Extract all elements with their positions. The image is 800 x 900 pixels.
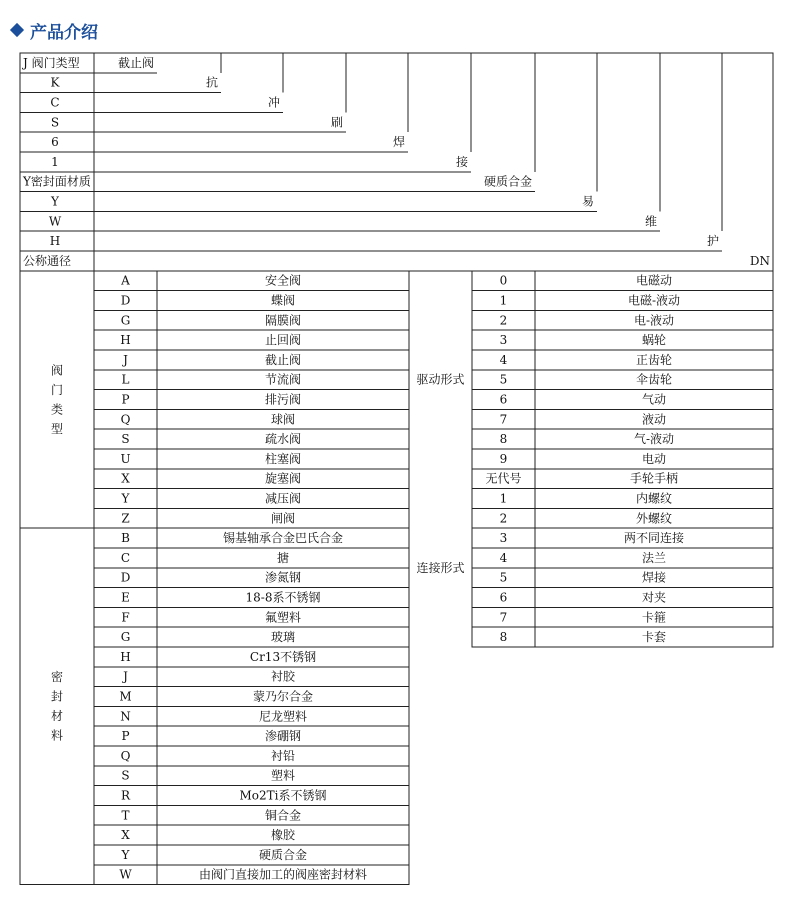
- right-name-4: 正齿轮: [635, 352, 673, 367]
- valve-type-label-char-2: 类: [50, 402, 64, 417]
- seal-material-label-char-2: 材: [50, 709, 64, 724]
- model-code-5: 1: [51, 154, 59, 169]
- left-name-11: 减压阀: [264, 491, 302, 506]
- left-code-11: Y: [121, 491, 130, 506]
- page-title-text: 产品介绍: [30, 22, 98, 43]
- model-code-3: S: [50, 115, 60, 130]
- right-code-9: 9: [499, 451, 508, 466]
- left-name-3: 止回阀: [264, 333, 302, 348]
- seal-material-label-char-0: 密: [50, 670, 64, 685]
- model-code-4: 6: [51, 135, 59, 150]
- left-name-4: 截止阀: [264, 352, 302, 367]
- right-name-10: 手轮手柄: [629, 471, 679, 486]
- valve-type-label-char-0: 阀: [50, 363, 64, 378]
- right-code-5: 5: [499, 372, 508, 387]
- left-name-10: 旋塞阀: [264, 471, 302, 486]
- left-code-17: F: [121, 610, 130, 625]
- right-code-14: 4: [499, 550, 508, 565]
- left-code-15: D: [120, 570, 131, 585]
- model-label-3: 刷: [330, 115, 343, 130]
- model-label-1: 抗: [205, 75, 218, 90]
- right-name-11: 内螺纹: [635, 491, 673, 506]
- left-name-22: 尼龙塑料: [258, 709, 308, 724]
- left-code-29: Y: [121, 847, 130, 862]
- right-code-13: 3: [499, 531, 508, 546]
- model-label-7: 易: [581, 194, 594, 209]
- right-name-18: 卡套: [641, 630, 667, 645]
- left-code-2: G: [120, 313, 131, 328]
- left-name-29: 硬质合金: [258, 847, 308, 862]
- left-code-13: B: [121, 531, 130, 546]
- model-label-5: 接: [455, 154, 468, 169]
- model-code-2: C: [50, 95, 60, 110]
- left-code-19: H: [120, 649, 131, 664]
- left-name-27: 铜合金: [264, 808, 302, 823]
- left-name-17: 氟塑料: [264, 610, 302, 625]
- right-name-7: 液动: [641, 412, 667, 427]
- left-code-16: E: [121, 590, 130, 605]
- right-name-8: 气-液动: [633, 432, 675, 447]
- right-name-6: 气动: [641, 392, 667, 407]
- left-code-30: W: [119, 867, 132, 882]
- connection-label: 连接形式: [416, 560, 465, 575]
- left-name-15: 渗氮钢: [264, 570, 302, 585]
- left-name-7: 球阀: [270, 412, 296, 427]
- model-code-0: J 阀门类型: [23, 55, 80, 70]
- left-code-6: P: [121, 392, 130, 407]
- left-name-14: 搪: [276, 550, 290, 565]
- left-name-21: 蒙乃尔合金: [252, 689, 314, 704]
- right-name-17: 卡箍: [641, 610, 667, 625]
- model-code-9: H: [49, 234, 61, 249]
- left-name-30: 由阀门直接加工的阀座密封材料: [198, 867, 368, 882]
- left-code-10: X: [121, 471, 130, 486]
- valve-type-label-char-3: 型: [50, 421, 64, 436]
- left-table-frame: [20, 271, 409, 885]
- right-name-3: 蜗轮: [641, 333, 667, 348]
- right-name-13: 两不同连接: [623, 531, 685, 546]
- right-name-16: 对夹: [641, 590, 667, 605]
- model-code-10: 公称通径: [23, 253, 72, 268]
- right-code-12: 2: [499, 511, 508, 526]
- right-name-9: 电动: [641, 451, 667, 466]
- left-code-20: J: [123, 669, 128, 684]
- left-code-9: U: [120, 451, 131, 466]
- left-name-20: 衬胶: [270, 669, 296, 684]
- left-name-19: Cr13不锈钢: [249, 649, 317, 664]
- right-name-15: 焊接: [641, 570, 667, 585]
- left-name-26: Mo2Ti系不锈钢: [239, 788, 327, 803]
- seal-material-label-char-1: 封: [50, 689, 64, 704]
- right-code-16: 6: [499, 590, 508, 605]
- model-code-7: Y: [51, 194, 59, 209]
- right-name-14: 法兰: [641, 550, 667, 565]
- model-code-8: W: [48, 214, 62, 229]
- left-name-24: 衬铅: [270, 748, 296, 763]
- right-code-3: 3: [499, 333, 508, 348]
- left-name-0: 安全阀: [264, 273, 302, 288]
- left-name-18: 玻璃: [270, 630, 296, 645]
- left-code-23: P: [121, 729, 130, 744]
- right-name-2: 电-液动: [633, 313, 675, 328]
- right-code-18: 8: [499, 630, 508, 645]
- left-code-18: G: [120, 630, 131, 645]
- left-code-22: N: [120, 709, 131, 724]
- left-code-8: S: [121, 432, 130, 447]
- right-code-8: 8: [499, 432, 508, 447]
- left-code-7: Q: [120, 412, 131, 427]
- right-name-5: 伞齿轮: [635, 372, 673, 387]
- right-table-frame: [472, 271, 773, 647]
- model-code-6: Y密封面材质: [23, 174, 91, 189]
- left-name-6: 排污阀: [264, 392, 302, 407]
- model-label-6: 硬质合金: [483, 174, 532, 189]
- model-label-10: DN: [749, 253, 770, 268]
- right-name-12: 外螺纹: [635, 511, 673, 526]
- left-name-28: 橡胶: [270, 828, 296, 843]
- left-name-9: 柱塞阀: [264, 451, 302, 466]
- right-code-7: 7: [499, 412, 508, 427]
- right-code-11: 1: [499, 491, 508, 506]
- left-name-12: 闸阀: [270, 511, 296, 526]
- right-code-1: 1: [499, 293, 508, 308]
- left-code-25: S: [121, 768, 130, 783]
- right-code-2: 2: [499, 313, 508, 328]
- left-code-1: D: [120, 293, 131, 308]
- seal-material-label-char-3: 料: [50, 728, 64, 743]
- left-code-5: L: [121, 372, 130, 387]
- left-code-4: J: [123, 352, 128, 367]
- right-code-6: 6: [499, 392, 508, 407]
- left-code-21: M: [119, 689, 132, 704]
- model-label-9: 护: [706, 234, 719, 249]
- right-name-1: 电磁-液动: [627, 293, 681, 308]
- left-name-8: 疏水阀: [264, 432, 302, 447]
- right-name-0: 电磁动: [635, 273, 673, 288]
- left-code-24: Q: [120, 748, 131, 763]
- left-name-5: 节流阀: [264, 372, 302, 387]
- left-code-12: Z: [121, 511, 130, 526]
- left-code-14: C: [120, 550, 131, 565]
- model-label-4: 焊: [392, 135, 405, 150]
- left-code-3: H: [120, 333, 131, 348]
- left-name-2: 隔膜阀: [264, 313, 302, 328]
- left-code-28: X: [121, 828, 130, 843]
- right-code-10: 无代号: [485, 471, 522, 486]
- left-name-23: 渗硼钢: [264, 729, 302, 744]
- model-label-0: 截止阀: [117, 55, 154, 70]
- model-code-1: K: [50, 75, 60, 90]
- left-code-26: R: [120, 788, 131, 803]
- left-name-16: 18-8系不锈钢: [245, 590, 321, 605]
- right-code-15: 5: [499, 570, 508, 585]
- left-name-1: 蝶阀: [270, 293, 296, 308]
- valve-type-label-char-1: 门: [50, 382, 64, 397]
- right-code-4: 4: [499, 352, 508, 367]
- left-name-13: 锡基轴承合金巴氏合金: [222, 531, 344, 546]
- model-label-8: 维: [644, 214, 657, 229]
- left-code-27: T: [121, 808, 130, 823]
- left-name-25: 塑料: [270, 768, 296, 783]
- model-label-2: 冲: [267, 95, 280, 110]
- drive-label: 驱动形式: [416, 372, 465, 387]
- right-code-0: 0: [499, 273, 508, 288]
- right-code-17: 7: [499, 610, 508, 625]
- left-code-0: A: [121, 273, 130, 288]
